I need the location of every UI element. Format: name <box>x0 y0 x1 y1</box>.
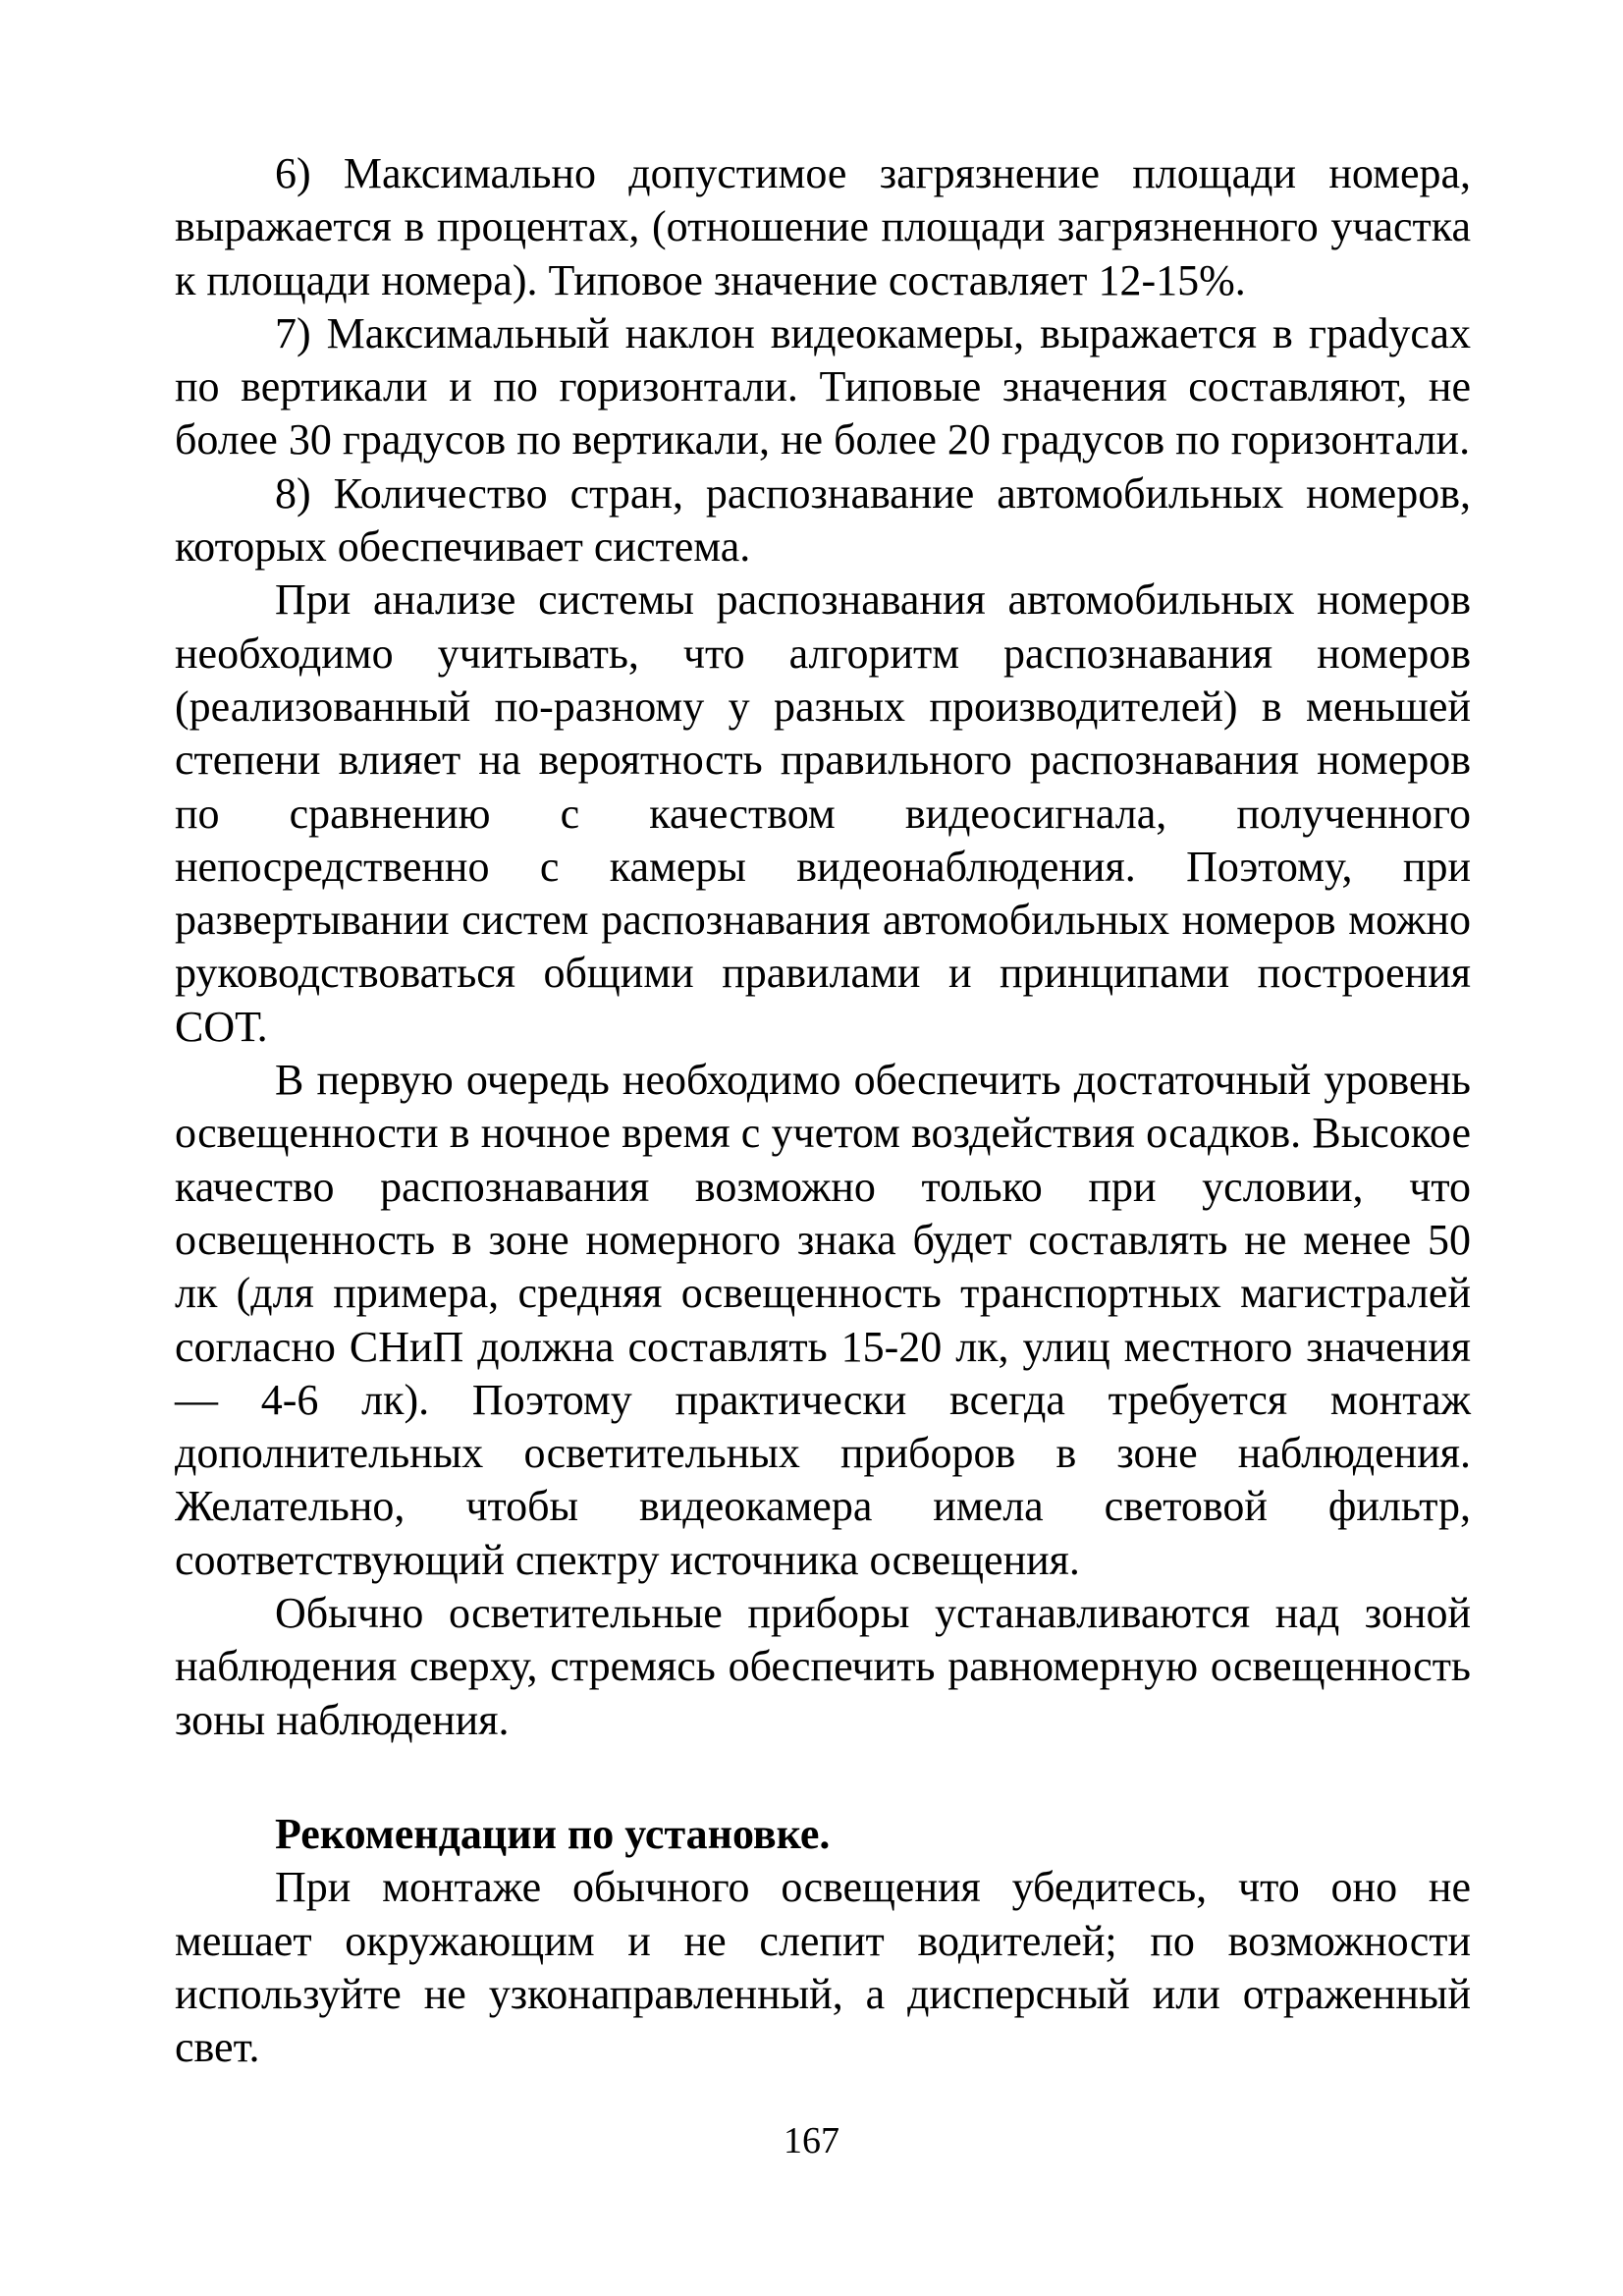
body-paragraph: В первую очередь необходимо обеспечить достаточный уровень освещенности в ночное время с учетом воздействия осадков. Высокое качество распознавания возможно только при условии, что освещенность в зоне номерного знака будет составлять не менее 50 лк (для примера, средняя освещенность транспортных магистралей согласно СНиП должна составлять 15-20 лк, улиц местного значения— 4-6 лк). Поэтому практически всегда требуется монтаж дополнительных осветительных приборов в зоне наблюдения. Желательно, чтобы видеокамера имела световой фильтр, соответствующий спектру источника освещения. <box>175 1056 1471 1584</box>
list-item-6: 6) Максимально допустимое загрязнение площади номера, выражается в процентах, (отношение площади загрязненного участка к площади номера). Типовое значение составляет 12-15%. <box>175 149 1471 304</box>
section-spacer <box>175 1747 1471 1808</box>
section-heading: Рекомендации по установке. <box>275 1809 831 1858</box>
body-paragraph: При монтаже обычного освещения убедитесь, что оно не мешает окружающим и не слепит водителей; по возможности используйте не узконаправленный, а дисперсный или отраженный свет. <box>175 1863 1471 2072</box>
list-item-8: 8) Количество стран, распознавание автомобильных номеров, которых обеспечивает система. <box>175 468 1471 572</box>
body-paragraph: При анализе системы распознавания автомобильных номеров необходимо учитывать, что алгоритм распознавания номеров (реализованный по-разному у разных производителей) в меньшей степени влияет на вероятность правильного распознавания номеров по сравнению с качеством видеосигнала, полученного непосредственно с камеры видеонаблюдения. Поэтому, при развертывании систем распознавания автомобильных номеров можно руководствоваться общими правилами и принципами построения СОТ. <box>175 575 1471 1051</box>
body-paragraph: Обычно осветительные приборы устанавливаются над зоной наблюдения сверху, стремясь обеспечить равномерную освещенность зоны наблюдения. <box>175 1589 1471 1744</box>
list-item-7: 7) Максимальный наклон видеокамеры, выражается в граdусах по вертикали и по горизонтали. Типовые значения составляют, не более 30 градусов по вертикали, не более 20 градусов по горизонтали. <box>175 308 1471 465</box>
page-number: 167 <box>784 2120 839 2161</box>
page-body <box>175 147 1471 2074</box>
